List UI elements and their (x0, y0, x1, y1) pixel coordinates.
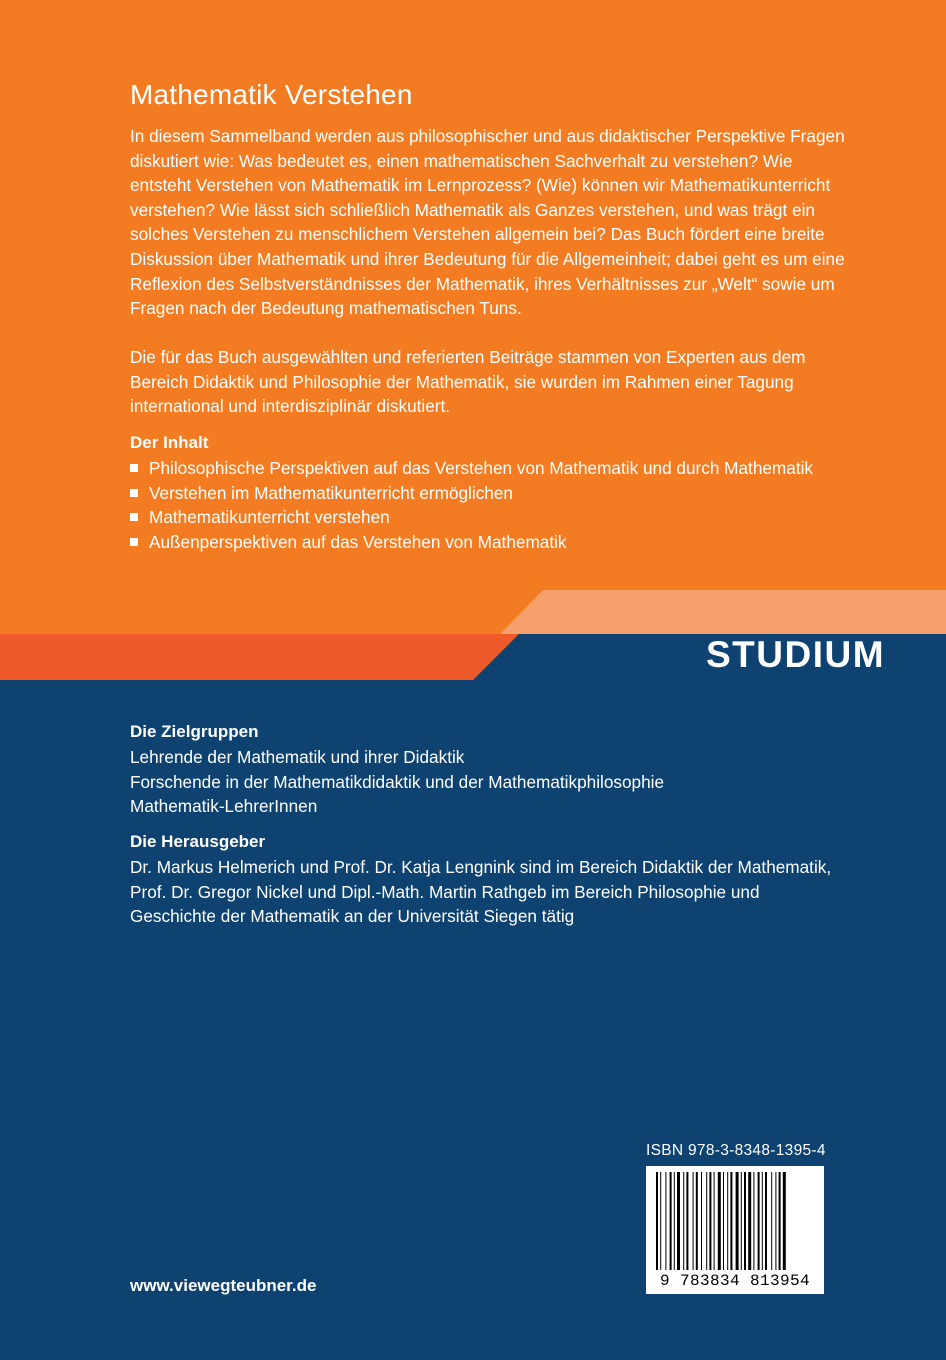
barcode-bar (753, 1172, 754, 1270)
zielgruppen-list (130, 745, 850, 819)
barcode-bar (693, 1172, 694, 1270)
herausgeber-heading: Die Herausgeber (130, 832, 266, 851)
list-item (130, 481, 850, 506)
barcode (646, 1166, 824, 1294)
barcode-bar (656, 1172, 658, 1270)
barcode-bar (683, 1172, 684, 1270)
barcode-bar (709, 1172, 711, 1270)
square-bullet-icon (130, 538, 138, 546)
inhalt-heading: Der Inhalt (130, 433, 209, 452)
dark-orange-stripe (0, 634, 519, 680)
barcode-bar (765, 1172, 767, 1270)
barcode-bar (748, 1172, 751, 1270)
barcode-bar (674, 1172, 675, 1270)
description-paragraph-2: Die für das Buch ausgewählten und referierten Beiträge stammen von Experten aus dem Bereich Didaktik und Philosophie der Mathematik, sie wurden im Rahmen einer Tagung international und interdisziplinär diskutiert. (130, 347, 806, 417)
square-bullet-icon (130, 464, 138, 472)
list-item-text: Verstehen im Mathematikunterricht ermöglichen (149, 482, 513, 503)
barcode-bar (706, 1172, 707, 1270)
book-title: Mathematik Verstehen (130, 79, 413, 110)
inhalt-list (130, 456, 850, 554)
barcode-bar (727, 1172, 728, 1270)
list-item-text: Außenperspektiven auf das Verstehen von Mathematik (149, 531, 567, 552)
barcode-bar (730, 1172, 732, 1270)
barcode-bar (677, 1172, 680, 1270)
list-item: Lehrende der Mathematik und ihrer Didaktik (130, 747, 465, 767)
list-item (130, 530, 850, 555)
barcode-bar (665, 1172, 666, 1270)
barcode-bar (701, 1172, 702, 1270)
barcode-bar (714, 1172, 715, 1270)
list-item-text: Mathematikunterricht verstehen (149, 507, 390, 528)
barcode-bar (741, 1172, 742, 1270)
isbn-number: ISBN 978-3-8348-1395-4 (646, 1142, 826, 1159)
barcode-bar (723, 1172, 724, 1270)
series-label: STUDIUM (706, 634, 886, 675)
barcode-bar (718, 1172, 721, 1270)
description-paragraph-1: In diesem Sammelband werden aus philosophischer und aus didaktischer Perspektive Fragen diskutiert wie: Was bedeutet es, einen mathematischen Sachverhalt zu verstehen? Wie entsteht Verstehen von Mathematik im Lernprozess? (Wie) können wir Mathematikunterricht verstehen? Wie lässt sich schließlich Mathematik als Ganzes verstehen, und was trägt ein solches Verstehen zu menschlichem Verstehen allgemein bei? Das Buch fördert eine breite Diskussion über Mathematik und ihrer Bedeutung für die Allgemeinheit; dabei geht es um eine Reflexion des Selbstverständnisses der Mathematik, ihres Verhältnisses zur „Welt“ sowie um Fragen nach der Bedeutung mathematischen Tuns. (130, 126, 845, 319)
list-item (130, 505, 850, 530)
barcode-bar (696, 1172, 698, 1270)
barcode-bar (670, 1172, 672, 1270)
barcode-bar (783, 1172, 786, 1270)
barcode-bar (686, 1172, 688, 1270)
square-bullet-icon (130, 513, 138, 521)
barcode-digits: 9 783834 813954 (659, 1272, 811, 1290)
barcode-bar (736, 1172, 739, 1270)
square-bullet-icon (130, 489, 138, 497)
barcode-bar (758, 1172, 760, 1270)
barcode-bars-icon (646, 1166, 824, 1272)
barcode-bar (775, 1172, 776, 1270)
list-item (130, 456, 850, 481)
publisher-website-link[interactable]: www.viewegteubner.de (130, 1276, 317, 1295)
list-item: Mathematik-LehrerInnen (130, 796, 318, 817)
barcode-bar (779, 1172, 781, 1270)
barcode-bar (660, 1172, 661, 1270)
herausgeber-text: Dr. Markus Helmerich und Prof. Dr. Katja Lengnink sind im Bereich Didaktik der Mathematik, Prof. Dr. Gregor Nickel und Dipl.-Math. Martin Rathgeb im Bereich Philosophie und Geschichte der Mathematik an der Universität Siegen tätig (130, 857, 832, 927)
barcode-bar (771, 1172, 772, 1270)
light-orange-stripe (500, 590, 946, 634)
barcode-bar (744, 1172, 746, 1270)
list-item-text: Philosophische Perspektiven auf das Verstehen von Mathematik und durch Mathematik (149, 458, 814, 478)
barcode-bar (762, 1172, 763, 1270)
zielgruppen-heading: Die Zielgruppen (130, 722, 259, 741)
list-item: Forschende in der Mathematikdidaktik und der Mathematikphilosophie (130, 771, 665, 792)
